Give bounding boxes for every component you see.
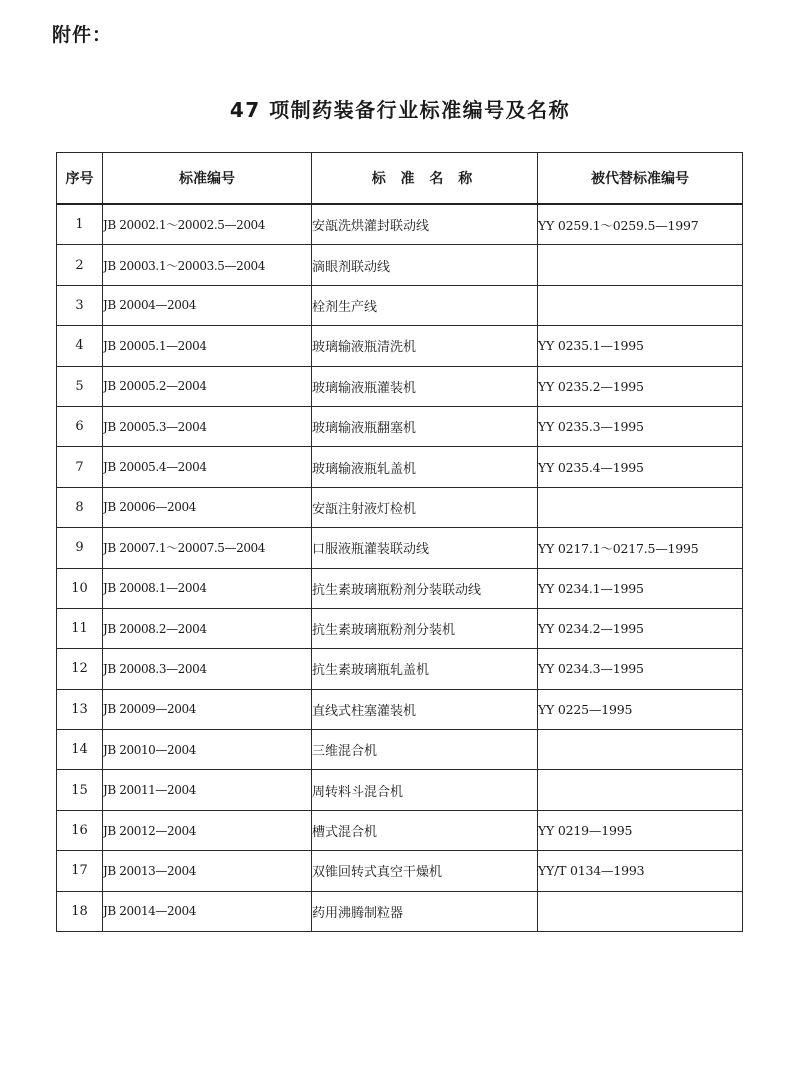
attachment-label: 附件：	[52, 24, 113, 46]
cell-replaced-code: YY 0234.3—1995	[538, 649, 743, 689]
cell-replaced-code	[538, 285, 743, 325]
cell-standard-name: 口服液瓶灌装联动线	[312, 528, 538, 568]
cell-standard-name: 安瓿洗烘灌封联动线	[312, 204, 538, 245]
cell-standard-name: 抗生素玻璃瓶粉剂分装机	[312, 608, 538, 648]
cell-standard-name: 抗生素玻璃瓶粉剂分装联动线	[312, 568, 538, 608]
cell-standard-name: 玻璃输液瓶清洗机	[312, 326, 538, 366]
table-row	[57, 730, 743, 770]
cell-replaced-code	[538, 891, 743, 931]
cell-serial-number: 6	[57, 406, 103, 446]
cell-standard-code: JB 20006—2004	[103, 487, 312, 527]
cell-replaced-code: YY/T 0134—1993	[538, 851, 743, 891]
cell-standard-code: JB 20008.2—2004	[103, 608, 312, 648]
cell-serial-number: 2	[57, 245, 103, 285]
cell-replaced-code: YY 0234.2—1995	[538, 608, 743, 648]
table-row	[57, 689, 743, 729]
cell-standard-code: JB 20012—2004	[103, 810, 312, 850]
table-row	[57, 608, 743, 648]
cell-replaced-code	[538, 770, 743, 810]
cell-serial-number: 14	[57, 730, 103, 770]
cell-serial-number: 13	[57, 689, 103, 729]
cell-standard-name: 玻璃输液瓶轧盖机	[312, 447, 538, 487]
cell-standard-code: JB 20008.3—2004	[103, 649, 312, 689]
cell-standard-code: JB 20008.1—2004	[103, 568, 312, 608]
cell-serial-number: 8	[57, 487, 103, 527]
table-row	[57, 528, 743, 568]
table-row	[57, 366, 743, 406]
cell-standard-code: JB 20003.1～20003.5—2004	[103, 245, 312, 285]
header-serial-number: 序号	[57, 153, 103, 205]
table-row	[57, 891, 743, 931]
cell-standard-name: 玻璃输液瓶翻塞机	[312, 406, 538, 446]
cell-standard-code: JB 20005.3—2004	[103, 406, 312, 446]
table-row	[57, 326, 743, 366]
table-header-row	[57, 153, 743, 205]
cell-serial-number: 7	[57, 447, 103, 487]
cell-standard-name: 栓剂生产线	[312, 285, 538, 325]
cell-standard-code: JB 20014—2004	[103, 891, 312, 931]
header-replaced-code: 被代替标准编号	[538, 153, 743, 205]
cell-standard-name: 槽式混合机	[312, 810, 538, 850]
cell-standard-code: JB 20005.1—2004	[103, 326, 312, 366]
table-row	[57, 487, 743, 527]
cell-standard-name: 抗生素玻璃瓶轧盖机	[312, 649, 538, 689]
cell-serial-number: 5	[57, 366, 103, 406]
cell-standard-name: 玻璃输液瓶灌装机	[312, 366, 538, 406]
table-row	[57, 406, 743, 446]
cell-standard-code: JB 20010—2004	[103, 730, 312, 770]
cell-replaced-code: YY 0225—1995	[538, 689, 743, 729]
cell-standard-code: JB 20002.1～20002.5—2004	[103, 204, 312, 245]
cell-standard-code: JB 20013—2004	[103, 851, 312, 891]
cell-standard-code: JB 20005.4—2004	[103, 447, 312, 487]
cell-replaced-code	[538, 245, 743, 285]
cell-standard-code: JB 20004—2004	[103, 285, 312, 325]
cell-standard-code: JB 20009—2004	[103, 689, 312, 729]
table-row	[57, 851, 743, 891]
cell-replaced-code: YY 0234.1—1995	[538, 568, 743, 608]
header-standard-name: 标 准 名 称	[312, 153, 538, 205]
standards-table	[56, 152, 743, 932]
cell-replaced-code	[538, 730, 743, 770]
cell-serial-number: 10	[57, 568, 103, 608]
cell-serial-number: 9	[57, 528, 103, 568]
cell-standard-name: 直线式柱塞灌装机	[312, 689, 538, 729]
cell-replaced-code: YY 0259.1～0259.5—1997	[538, 204, 743, 245]
cell-standard-code: JB 20011—2004	[103, 770, 312, 810]
cell-serial-number: 16	[57, 810, 103, 850]
cell-replaced-code: YY 0235.1—1995	[538, 326, 743, 366]
cell-serial-number: 3	[57, 285, 103, 325]
cell-replaced-code: YY 0235.3—1995	[538, 406, 743, 446]
table-row	[57, 770, 743, 810]
cell-serial-number: 17	[57, 851, 103, 891]
cell-replaced-code	[538, 487, 743, 527]
table-row	[57, 810, 743, 850]
cell-standard-name: 周转料斗混合机	[312, 770, 538, 810]
cell-standard-name: 三维混合机	[312, 730, 538, 770]
cell-serial-number: 15	[57, 770, 103, 810]
table-row	[57, 204, 743, 245]
table-row	[57, 649, 743, 689]
cell-standard-name: 安瓿注射液灯检机	[312, 487, 538, 527]
cell-replaced-code: YY 0217.1～0217.5—1995	[538, 528, 743, 568]
document-title: 47 项制药装备行业标准编号及名称	[229, 98, 571, 122]
cell-replaced-code: YY 0219—1995	[538, 810, 743, 850]
table-row	[57, 285, 743, 325]
cell-serial-number: 1	[57, 204, 103, 245]
cell-replaced-code: YY 0235.4—1995	[538, 447, 743, 487]
cell-standard-code: JB 20005.2—2004	[103, 366, 312, 406]
cell-standard-name: 滴眼剂联动线	[312, 245, 538, 285]
header-standard-code: 标准编号	[103, 153, 312, 205]
cell-standard-name: 药用沸腾制粒器	[312, 891, 538, 931]
cell-serial-number: 18	[57, 891, 103, 931]
table-row	[57, 447, 743, 487]
table-row	[57, 568, 743, 608]
cell-serial-number: 11	[57, 608, 103, 648]
cell-serial-number: 4	[57, 326, 103, 366]
cell-serial-number: 12	[57, 649, 103, 689]
table-row	[57, 245, 743, 285]
cell-replaced-code: YY 0235.2—1995	[538, 366, 743, 406]
cell-standard-code: JB 20007.1～20007.5—2004	[103, 528, 312, 568]
cell-standard-name: 双锥回转式真空干燥机	[312, 851, 538, 891]
